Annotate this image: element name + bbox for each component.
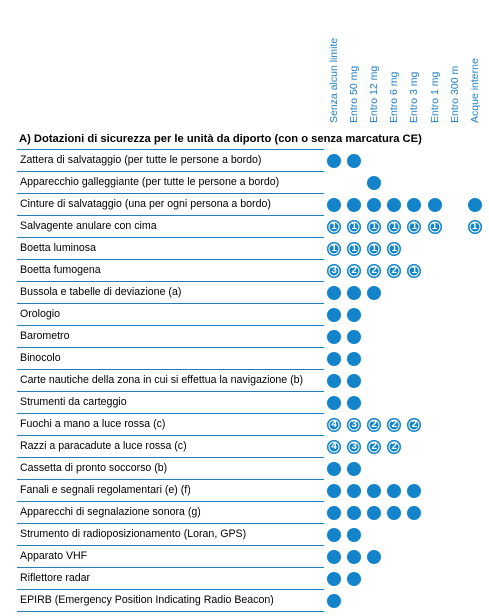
column-header: Entro 300 m [448, 65, 461, 123]
required-dot [327, 330, 341, 344]
required-dot [347, 308, 361, 322]
row-label: Barometro [20, 330, 70, 342]
column-header: Entro 12 mg [368, 65, 381, 123]
row-label: Boetta fumogena [20, 264, 101, 276]
column-header: Entro 6 mg [388, 71, 401, 123]
row-divider [17, 347, 324, 348]
required-dot [347, 154, 361, 168]
quantity-dot: 2 [407, 418, 421, 432]
quantity-dot: 1 [407, 264, 421, 278]
quantity-dot: 2 [387, 440, 401, 454]
row-label: Riflettore radar [20, 572, 91, 584]
required-dot [327, 462, 341, 476]
required-dot [347, 550, 361, 564]
quantity-dot: 3 [347, 418, 361, 432]
quantity-dot: 1 [407, 220, 421, 234]
quantity-dot: 2 [367, 418, 381, 432]
row-label: Apparecchi di segnalazione sonora (g) [20, 506, 201, 518]
quantity-dot: 1 [367, 242, 381, 256]
quantity-dot: 2 [347, 264, 361, 278]
required-dot [347, 286, 361, 300]
quantity-dot: 2 [387, 418, 401, 432]
required-dot [327, 594, 341, 608]
required-dot [407, 506, 421, 520]
required-dot [347, 330, 361, 344]
required-dot [387, 198, 401, 212]
required-dot [428, 198, 442, 212]
quantity-dot: 3 [347, 440, 361, 454]
row-label: Cassetta di pronto soccorso (b) [20, 462, 168, 474]
required-dot [347, 572, 361, 586]
required-dot [407, 198, 421, 212]
required-dot [327, 572, 341, 586]
required-dot [327, 374, 341, 388]
quantity-dot: 2 [367, 264, 381, 278]
required-dot [347, 198, 361, 212]
section-title: A) Dotazioni di sicurezza per le unità da diporto (con o senza marcatura CE) [19, 133, 422, 145]
required-dot [387, 506, 401, 520]
required-dot [327, 506, 341, 520]
quantity-dot: 1 [468, 220, 482, 234]
row-label: Boetta luminosa [20, 242, 96, 254]
quantity-dot: 1 [347, 220, 361, 234]
row-label: Fuochi a mano a luce rossa (c) [20, 418, 166, 430]
quantity-dot: 1 [387, 220, 401, 234]
quantity-dot: 1 [327, 242, 341, 256]
row-label: Bussola e tabelle di deviazione (a) [20, 286, 182, 298]
quantity-dot: 4 [327, 440, 341, 454]
row-label: Apparato VHF [20, 550, 88, 562]
quantity-dot: 2 [387, 264, 401, 278]
required-dot [347, 462, 361, 476]
quantity-dot: 3 [327, 264, 341, 278]
required-dot [327, 550, 341, 564]
row-divider [17, 611, 324, 612]
required-dot [367, 550, 381, 564]
required-dot [367, 198, 381, 212]
required-dot [327, 528, 341, 542]
row-label: Strumenti da carteggio [20, 396, 127, 408]
column-header: Senza alcun limite [328, 37, 340, 123]
required-dot [327, 154, 341, 168]
quantity-dot: 4 [327, 418, 341, 432]
row-label: Apparecchio galleggiante (per tutte le persone a bordo) [20, 176, 280, 188]
required-dot [327, 396, 341, 410]
row-divider [17, 303, 324, 304]
row-label: Zattera di salvataggio (per tutte le persone a bordo) [20, 154, 262, 166]
row-label: Carte nautiche della zona in cui si effettua la navigazione (b) [20, 374, 304, 386]
required-dot [387, 484, 401, 498]
quantity-dot: 1 [428, 220, 442, 234]
required-dot [347, 528, 361, 542]
quantity-dot: 2 [367, 440, 381, 454]
column-header: Entro 1 mg [428, 71, 441, 123]
required-dot [347, 506, 361, 520]
required-dot [367, 286, 381, 300]
required-dot [347, 374, 361, 388]
quantity-dot: 1 [347, 242, 361, 256]
row-label: Salvagente anulare con cima [20, 220, 157, 232]
required-dot [367, 176, 381, 190]
required-dot [327, 198, 341, 212]
quantity-dot: 1 [367, 220, 381, 234]
column-header: Entro 50 mg [348, 65, 361, 123]
required-dot [347, 396, 361, 410]
row-label: Razzi a paracadute a luce rossa (c) [20, 440, 187, 452]
row-label: Cinture di salvataggio (una per ogni persona a bordo) [20, 198, 271, 210]
required-dot [347, 484, 361, 498]
column-header: Acque interne [468, 58, 481, 123]
required-dot [347, 352, 361, 366]
row-label: Binocolo [20, 352, 61, 364]
row-label: Fanali e segnali regolamentari (e) (f) [20, 484, 191, 496]
row-label: EPIRB (Emergency Position Indicating Radio Beacon) [20, 594, 274, 606]
row-label: Strumento di radioposizionamento (Loran, GPS) [20, 528, 247, 540]
required-dot [327, 352, 341, 366]
required-dot [367, 484, 381, 498]
row-label: Orologio [20, 308, 61, 320]
required-dot [327, 286, 341, 300]
quantity-dot: 1 [327, 220, 341, 234]
column-header: Entro 3 mg [408, 71, 421, 123]
required-dot [327, 308, 341, 322]
quantity-dot: 1 [387, 242, 401, 256]
required-dot [407, 484, 421, 498]
required-dot [327, 484, 341, 498]
required-dot [468, 198, 482, 212]
required-dot [367, 506, 381, 520]
